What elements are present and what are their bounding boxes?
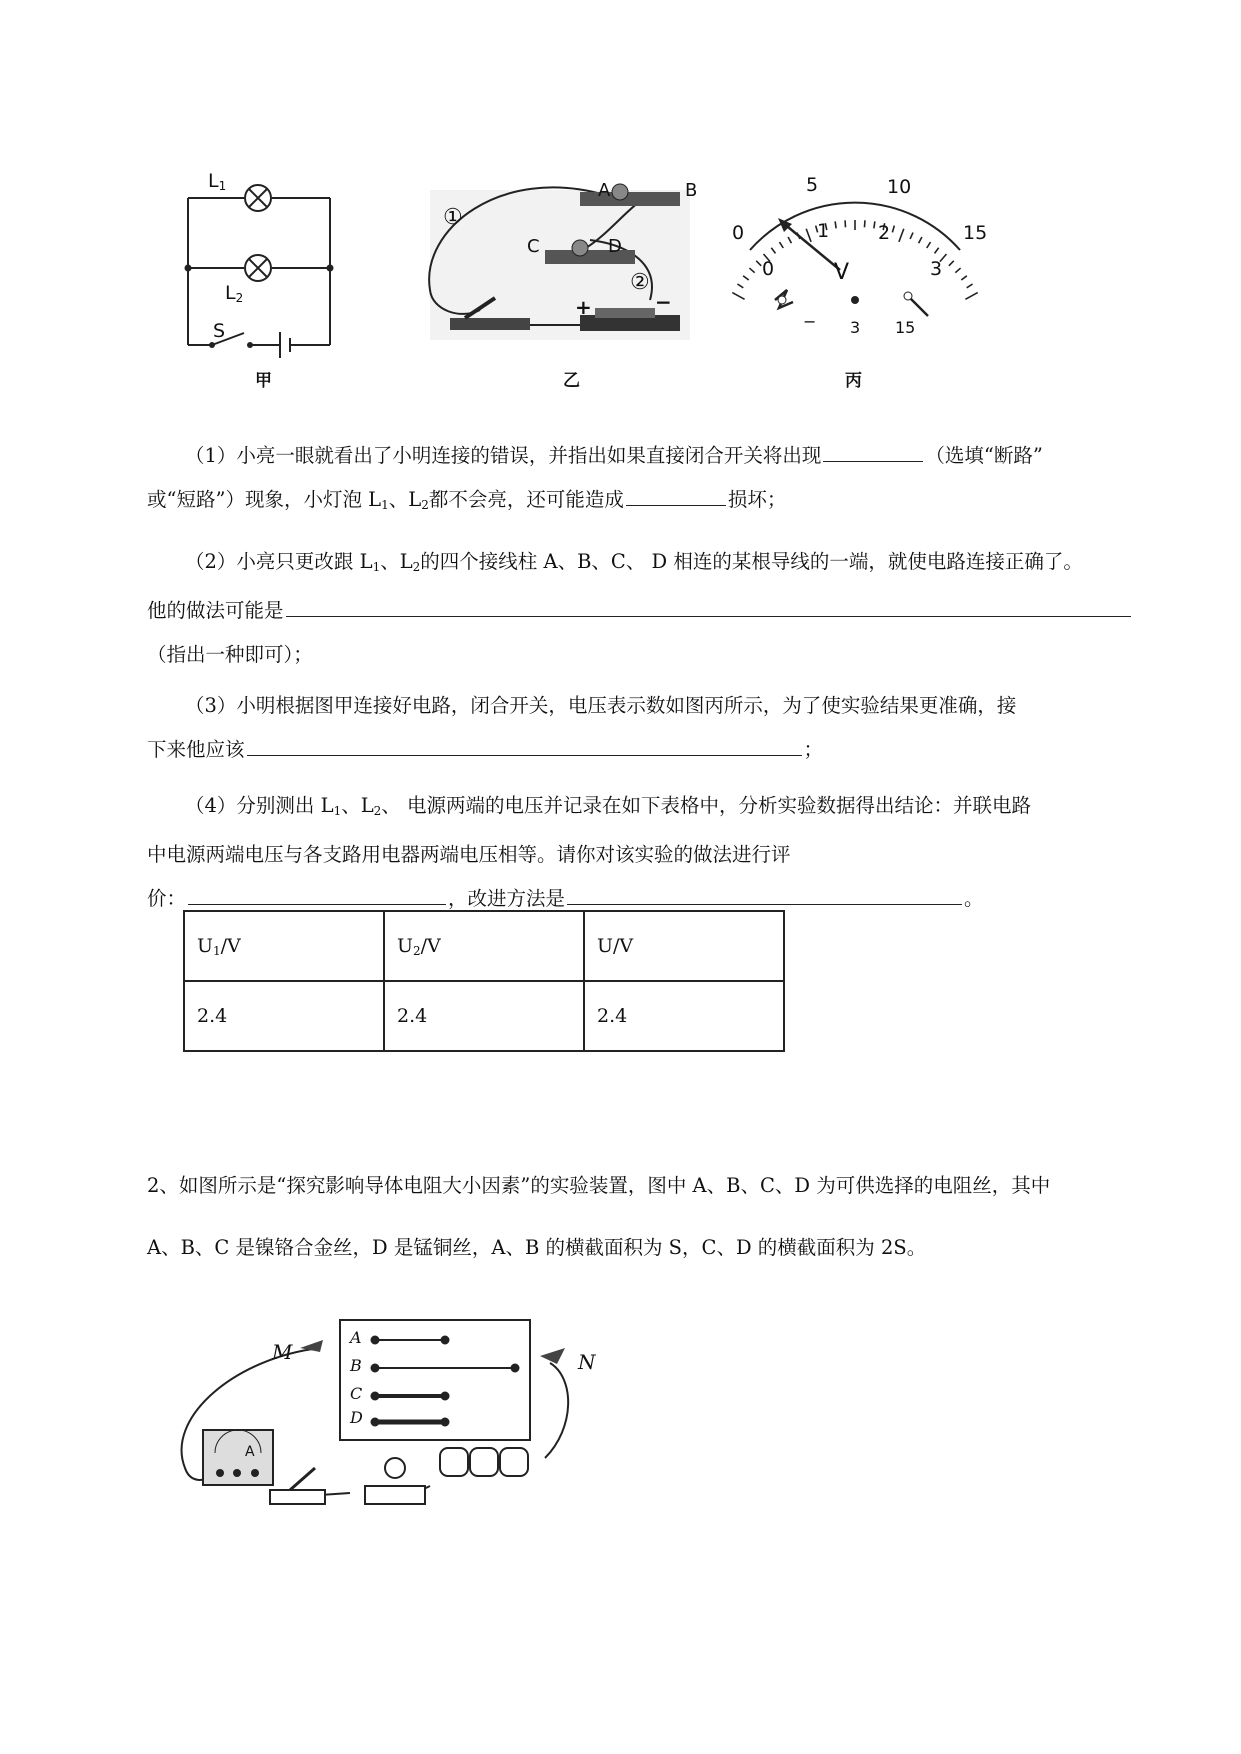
label-terminal-D: D	[608, 236, 622, 257]
scale-outer-0: 0	[732, 222, 745, 244]
figure-yi-caption: 乙	[563, 371, 580, 391]
label-plus: +	[575, 295, 592, 319]
voltmeter-tick	[874, 221, 875, 228]
voltmeter-unit: V	[834, 260, 850, 285]
voltmeter-tick	[910, 233, 913, 239]
label-terminal-C: C	[527, 236, 540, 257]
table-row	[184, 981, 784, 1051]
answer-blank-2[interactable]	[626, 504, 726, 506]
voltmeter-tick	[927, 242, 931, 248]
label-wire-D: D	[350, 1408, 363, 1427]
question-1-part-4: （4）分别测出 $L_1$、$L_2$、 电源两端的电压并记录在如下表格中，分析实验数据得出结论：并联电路 中电源两端电压与各支路用电器两端电压相等。请你对该实验的做法进行评 价： ，改进方法是 。	[147, 794, 1031, 910]
label-clip-M: M	[272, 1340, 293, 1364]
answer-blank-6[interactable]	[567, 903, 962, 905]
label-minus: −	[655, 290, 672, 314]
label-ammeter: A	[245, 1444, 255, 1460]
voltmeter-tick	[961, 276, 967, 280]
scale-outer-15: 15	[963, 222, 988, 244]
voltmeter-tick	[756, 261, 761, 266]
scale-inner-2: 2	[878, 222, 891, 244]
voltmeter-tick	[949, 261, 954, 266]
voltmeter-tick	[935, 248, 939, 254]
label-L1: $L_1$	[208, 170, 227, 193]
answer-blank-4[interactable]	[247, 754, 802, 756]
label-switch-S: S	[213, 320, 226, 342]
voltmeter-tick	[779, 242, 783, 248]
figure-jia-caption: 甲	[255, 371, 272, 391]
table-cell: 2.4	[384, 981, 584, 1051]
voltmeter-tick	[732, 293, 744, 300]
scale-inner-1: 1	[817, 220, 830, 242]
figure-2-resistance-apparatus	[175, 1318, 615, 1538]
table-cell: 2.4	[184, 981, 384, 1051]
label-wire-A: A	[350, 1328, 362, 1347]
voltmeter-tick	[788, 237, 791, 243]
voltmeter-tick	[749, 268, 754, 273]
label-wire-1: ①	[443, 205, 463, 230]
answer-blank-5[interactable]	[188, 903, 446, 905]
label-wire-C: C	[350, 1384, 363, 1403]
table-header-cell: $U_2/V$	[384, 911, 584, 981]
table-cell: 2.4	[584, 981, 784, 1051]
voltmeter-tick	[743, 276, 749, 280]
answer-blank-1[interactable]	[823, 460, 923, 462]
answer-blank-3[interactable]	[286, 615, 1131, 617]
scale-outer-10: 10	[887, 176, 912, 198]
voltmeter-tick	[737, 284, 743, 288]
table-header-cell: U/V	[584, 911, 784, 981]
scale-outer-5: 5	[806, 174, 819, 196]
voltmeter-tick	[835, 221, 836, 228]
voltmeter-tick	[965, 293, 977, 300]
table-header-cell: $U_1/V$	[184, 911, 384, 981]
terminal-3: 3	[850, 318, 861, 337]
voltmeter-tick	[899, 229, 904, 242]
table-header-row	[184, 911, 784, 981]
label-clip-N: N	[578, 1350, 596, 1374]
label-wire-B: B	[350, 1356, 362, 1375]
figure-jia-circuit	[170, 170, 350, 385]
voltage-table	[183, 910, 785, 1052]
question-1-part-3: （3）小明根据图甲连接好电路，闭合开关，电压表示数如图丙所示，为了使实验结果更准确，接 下来他应该 ；	[147, 694, 1017, 761]
terminal-15: 15	[895, 318, 916, 337]
label-L2: $L_2$	[225, 282, 244, 305]
scale-inner-3: 3	[930, 258, 943, 280]
question-1-part-1: （1）小亮一眼就看出了小明连接的错误，并指出如果直接闭合开关将出现 （选填“断路” 或“短路”）现象，小灯泡 $L_1$、$L_2$都不会亮，还可能造成 损坏；	[147, 444, 1043, 512]
question-2-text: 2、如图所示是“探究影响导体电阻大小因素”的实验装置，图中 A、B、C、D 为可供选择的电阻丝，其中 A、B、C 是镍铬合金丝，D 是锰铜丝，A、B 的横截面积为 S，C、D 的横截面积为 2S。	[147, 1174, 1051, 1259]
voltmeter-tick	[771, 248, 775, 254]
figure-bing-caption: 丙	[845, 371, 862, 391]
label-wire-2: ②	[630, 270, 650, 295]
voltmeter-tick	[806, 229, 811, 242]
voltmeter-tick	[955, 268, 960, 273]
question-1-part-2: （2）小亮只更改跟 $L_1$、$L_2$的四个接线柱 A、B、C、 D 相连的某根导线的一端，就使电路连接正确了。 他的做法可能是 （指出一种即可）；	[147, 540, 1147, 677]
voltmeter-tick	[892, 226, 894, 233]
voltmeter-tick	[967, 284, 973, 288]
terminal-minus: −	[803, 312, 817, 331]
scale-inner-0: 0	[762, 258, 775, 280]
label-terminal-A: A	[598, 180, 611, 201]
figure-yi-physical-circuit	[420, 170, 700, 345]
label-terminal-B: B	[685, 180, 698, 201]
voltmeter-tick	[919, 237, 922, 243]
